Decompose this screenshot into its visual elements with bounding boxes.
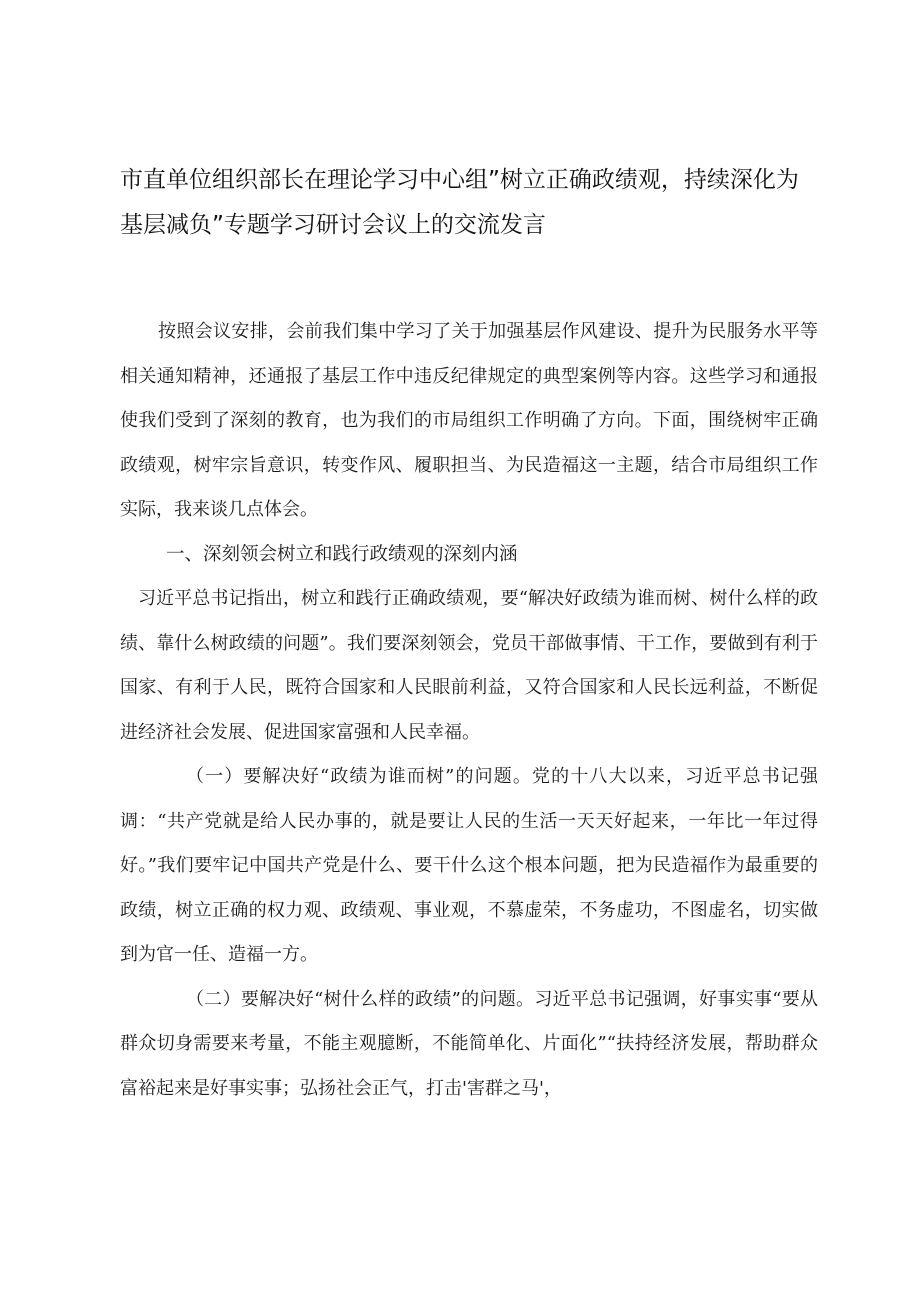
paragraph-section-1: 习近平总书记指出，树立和践行正确政绩观，要“解决好政绩为谁而树、树什么样的政绩、靠什么树政绩的问题”。我们要深刻领会，党员干部做事情、干工作，要做到有利于国家、有利于人民，既符合国家和人民眼前利益，又符合国家和人民长远利益，不断促进经济社会发展、促进国家富强和人民幸福。 (120, 588, 818, 743)
document-title: 市直单位组织部长在理论学习中心组”树立正确政绩观，持续深化为基层减负”专题学习研讨会议上的交流发言 (120, 167, 799, 238)
section-heading-1: 一、深刻领会树立和践行政绩观的深刻内涵 (166, 543, 518, 565)
paragraph-intro: 按照会议安排，会前我们集中学习了关于加强基层作风建设、提升为民服务水平等相关通知精神，还通报了基层工作中违反纪律规定的典型案例等内容。这些学习和通报使我们受到了深刻的教育，也为我们的市局组织工作明确了方向。下面，围绕树牢正确政绩观，树牢宗旨意识，转变作风、履职担当、为民造福这一主题，结合市局组织工作实际，我来谈几点体会。 (120, 321, 818, 520)
paragraph-subsection-1: （一）要解决好“政绩为谁而树”的问题。党的十八大以来，习近平总书记强调：“共产党就是给人民办事的，就是要让人民的生活一天天好起来，一年比一年过得好。”我们要牢记中国共产党是什么、要干什么这个根本问题，把为民造福作为最重要的政绩，树立正确的权力观、政绩观、事业观，不慕虚荣，不务虚功，不图虚名，切实做到为官一任、造福一方。 (120, 766, 818, 965)
paragraph-subsection-2: （二）要解决好“树什么样的政绩”的问题。习近平总书记强调，好事实事“要从群众切身需要来考量，不能主观臆断，不能简单化、片面化”“扶持经济发展，帮助群众富裕起来是好事实事；弘扬社会正气，打击'害群之马'， (120, 988, 818, 1099)
document-body (120, 310, 818, 1111)
